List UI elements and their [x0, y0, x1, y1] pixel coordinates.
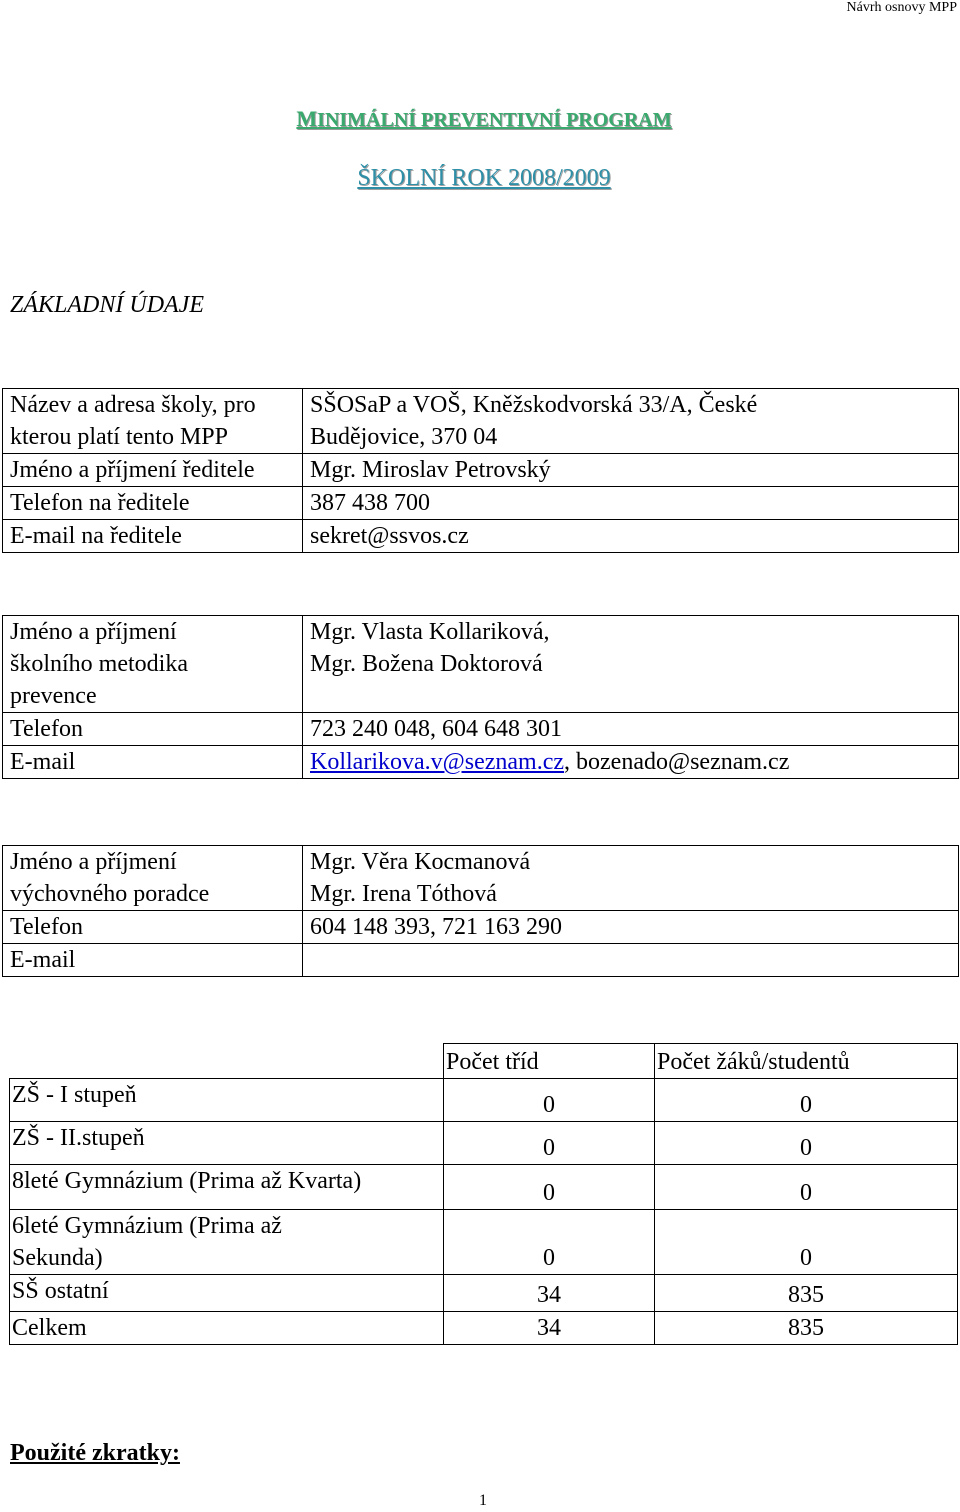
- advisor-email-label: E-mail: [3, 944, 303, 977]
- table-row: [3, 713, 959, 746]
- row-students: 0: [655, 1078, 958, 1121]
- methodist-phone-value: 723 240 048, 604 648 301: [303, 713, 959, 746]
- row-classes: 0: [444, 1078, 655, 1121]
- row-label: 6leté Gymnázium (Prima až Sekunda): [10, 1209, 444, 1274]
- table-header-row: [10, 1044, 958, 1079]
- section-title: ZÁKLADNÍ ÚDAJE: [10, 292, 204, 318]
- row-classes: 0: [444, 1209, 655, 1274]
- row-classes: 0: [444, 1121, 655, 1164]
- methodist-name-label: Jméno a příjmení školního metodika prevence: [3, 616, 303, 713]
- table-row: [3, 911, 959, 944]
- table-row: [3, 487, 959, 520]
- row-label: Celkem: [10, 1311, 444, 1344]
- title-rest: INIMÁLNÍ PREVENTIVNÍ PROGRAM: [317, 109, 672, 131]
- row-label: ZŠ - II.stupeň: [10, 1121, 444, 1164]
- school-year-title: ŠKOLNÍ ROK 2008/2009: [357, 165, 611, 191]
- director-phone-value: 387 438 700: [303, 487, 959, 520]
- methodist-name-value: Mgr. Vlasta Kollariková, Mgr. Božena Doktorová: [303, 616, 959, 713]
- header-students: Počet žáků/studentů: [655, 1044, 958, 1079]
- table-row: [3, 389, 959, 454]
- advisor-name-label: Jméno a příjmení výchovného poradce: [3, 846, 303, 911]
- methodist-email-label: E-mail: [3, 746, 303, 779]
- table-row: [3, 616, 959, 713]
- row-students: 835: [655, 1274, 958, 1311]
- row-classes: 34: [444, 1274, 655, 1311]
- table-row: [10, 1078, 958, 1121]
- title-initial: M: [296, 106, 318, 131]
- table-row: [10, 1164, 958, 1209]
- advisor-phone-value: 604 148 393, 721 163 290: [303, 911, 959, 944]
- advisor-email-value: [303, 944, 959, 977]
- page-number: 1: [479, 1492, 487, 1509]
- methodist-email-second: , bozenado@seznam.cz: [564, 749, 790, 775]
- row-students: 0: [655, 1121, 958, 1164]
- row-students: 835: [655, 1311, 958, 1344]
- school-name-value: SŠOSaP a VOŠ, Kněžskodvorská 33/A, České Budějovice, 370 04: [303, 389, 959, 454]
- row-label: ZŠ - I stupeň: [10, 1078, 444, 1121]
- header-classes: Počet tříd: [444, 1044, 655, 1079]
- row-label: SŠ ostatní: [10, 1274, 444, 1311]
- director-value: Mgr. Miroslav Petrovský: [303, 454, 959, 487]
- methodist-phone-label: Telefon: [3, 713, 303, 746]
- table-row: [10, 1274, 958, 1311]
- row-classes: 34: [444, 1311, 655, 1344]
- table-row: [3, 746, 959, 779]
- row-label: 8leté Gymnázium (Prima až Kvarta): [10, 1164, 444, 1209]
- table-row: [3, 944, 959, 977]
- director-label: Jméno a příjmení ředitele: [3, 454, 303, 487]
- row-classes: 0: [444, 1164, 655, 1209]
- table-row: [3, 846, 959, 911]
- class-counts-table: [9, 1043, 958, 1345]
- table-row: [3, 454, 959, 487]
- methodist-email-value: [303, 746, 959, 779]
- advisor-phone-label: Telefon: [3, 911, 303, 944]
- school-info-table: [2, 388, 959, 553]
- advisor-table: [2, 845, 959, 977]
- methodist-email-link[interactable]: Kollarikova.v@seznam.cz: [310, 749, 565, 775]
- abbreviations-title: Použité zkratky:: [10, 1440, 180, 1466]
- advisor-name-value: Mgr. Věra Kocmanová Mgr. Irena Tóthová: [303, 846, 959, 911]
- row-students: 0: [655, 1209, 958, 1274]
- header-note: Návrh osnovy MPP: [846, 0, 957, 15]
- director-phone-label: Telefon na ředitele: [3, 487, 303, 520]
- table-row: [3, 520, 959, 553]
- table-row: [10, 1209, 958, 1274]
- table-row: [10, 1311, 958, 1344]
- school-name-label: Název a adresa školy, pro kterou platí tento MPP: [3, 389, 303, 454]
- director-email-value: sekret@ssvos.cz: [303, 520, 959, 553]
- table-row: [10, 1121, 958, 1164]
- row-students: 0: [655, 1164, 958, 1209]
- document-title: [0, 106, 960, 132]
- director-email-label: E-mail na ředitele: [3, 520, 303, 553]
- methodist-table: [2, 615, 959, 779]
- header-blank-cell: [10, 1044, 444, 1079]
